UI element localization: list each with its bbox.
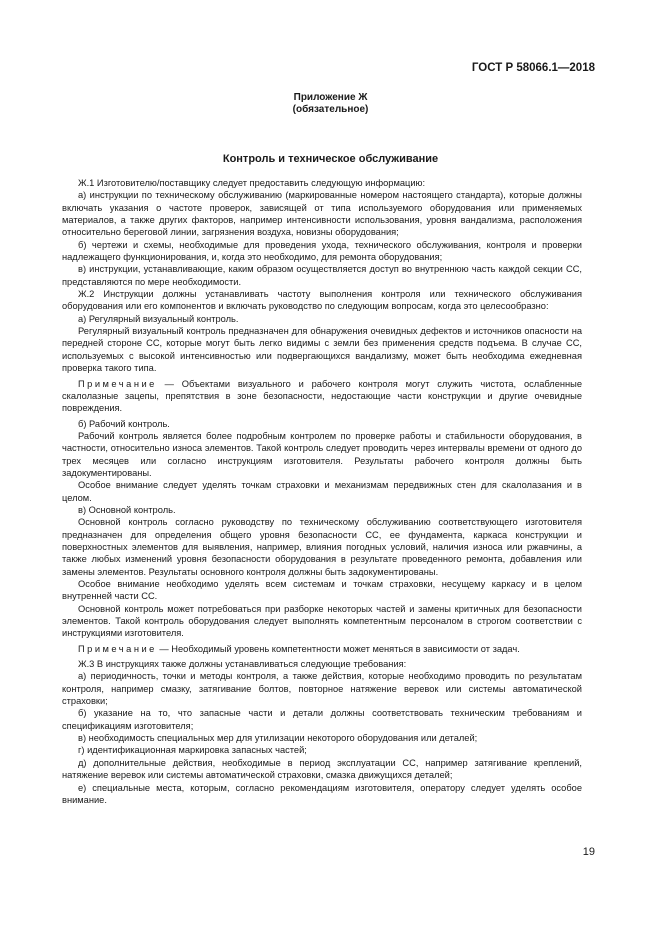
paragraph: Ж.2 Инструкции должны устанавливать частоту выполнения контроля или технического обслуживания оборудования или его компонентов и включать руководство по следующим вопросам, когда это целесообразно:: [62, 289, 582, 312]
note-label: Примечание: [78, 378, 157, 389]
annex-heading: [0, 92, 661, 116]
section-title: Контроль и техническое обслуживание: [222, 153, 439, 165]
paragraph: а) инструкции по техническому обслуживанию (маркированные номером настоящего стандарта), которые должны включать указания о частоте проверок, зависящей от типа используемого оборудования или применяемых материалов, а также других факторов, например интенсивности использования, уровня вандализма, расположения относительно береговой линии, загрязнения воздуха, новизны оборудования;: [62, 190, 582, 238]
paragraph: в) необходимость специальных мер для утилизации некоторого оборудования или деталей;: [78, 733, 478, 744]
note-text: — Объектами визуального и рабочего контроля могут служить чистота, ослабленные скалолазные зацепы, препятствия в зоне безопасности, недостающие части конструкции и другие очевидные повреждения.: [62, 378, 582, 414]
paragraph: Рабочий контроль является более подробным контролем по проверке работы и стабильности оборудования, в частности, относительно износа элементов. Такой контроль следует проводить через интервалы времени от одного до трех месяцев или согласно инструкциям изготовителя. Результаты рабочего контроля должны быть задокументированы.: [62, 430, 582, 478]
note-paragraph: [62, 378, 582, 415]
paragraph: б) указание на то, что запасные части и детали должны соответствовать техническим требованиям и спецификациям изготовителя;: [62, 708, 582, 731]
paragraph: а) периодичность, точки и методы контроля, а также действия, которые необходимо проводить по результатам контроля, например смазку, затягивание болтов, повторное натяжение веревок или системы автоматической страховки;: [62, 671, 582, 707]
note-label: Примечание: [78, 643, 157, 654]
document-body: [62, 177, 582, 806]
annex-status: (обязательное): [292, 104, 369, 115]
paragraph: б) Рабочий контроль.: [78, 418, 170, 429]
note-text: — Необходимый уровень компетентности может меняться в зависимости от задач.: [156, 643, 520, 654]
paragraph: Основной контроль согласно руководству по техническому обслуживанию соответствующего изготовителя предназначен для определения общего уровня безопасности СС, ее фундамента, каркаса конструкции и поверхностных элементов для выявления, например, влияния погодных условий, наличия износа или ржавчины, а также любых изменений уровня безопасности оборудования в результате проведенного ремонта, добавления или замены элементов. Результаты основного контроля должны быть задокументированы.: [62, 517, 582, 577]
paragraph: а) Регулярный визуальный контроль.: [78, 313, 239, 324]
paragraph: б) чертежи и схемы, необходимые для проведения ухода, технического обслуживания, контроля и проверки надлежащего функционирования, и, когда это необходимо, для ремонта оборудования;: [62, 239, 582, 263]
annex-title: Приложение Ж: [293, 92, 368, 103]
paragraph: в) инструкции, устанавливающие, каким образом осуществляется доступ во внутреннюю часть каждой секции СС, представляются по мере необходимости.: [62, 264, 582, 287]
note-paragraph: [62, 643, 582, 655]
paragraph: Регулярный визуальный контроль предназначен для обнаружения очевидных дефектов и источников опасности на передней стороне СС, которые могут быть легко видимы с земли без применения средств подъема. В случае СС, используемых с высокой интенсивностью или подвергающихся вандализму, может быть необходима ежедневная проверка такого типа.: [62, 326, 582, 374]
paragraph: г) идентификационная маркировка запасных частей;: [78, 745, 307, 756]
paragraph: Ж.3 В инструкциях также должны устанавливаться следующие требования:: [78, 659, 407, 670]
standard-designation: ГОСТ Р 58066.1—2018: [471, 62, 595, 74]
paragraph: Особое внимание необходимо уделять всем системам и точкам страховки, несущему каркасу и в целом внутренней части СС.: [62, 579, 582, 602]
page-number: 19: [582, 846, 595, 858]
paragraph: Основной контроль может потребоваться при разборке некоторых частей и замены критичных для безопасности элементов. Такой контроль оборудования следует выполнять компетентным персоналом в строгом соответствии с инструкциями изготовителя.: [62, 603, 582, 639]
paragraph: д) дополнительные действия, необходимые в период эксплуатации СС, например затягивание креплений, натяжение веревок или системы автоматической страховки, смазка движущихся деталей;: [62, 757, 582, 781]
paragraph: в) Основной контроль.: [78, 504, 176, 515]
paragraph: е) специальные места, которым, согласно рекомендациям изготовителя, оператору следует уделять особое внимание.: [62, 782, 582, 805]
paragraph: Особое внимание следует уделять точкам страховки и механизмам передвижных стен для скалолазания и в целом.: [62, 480, 582, 503]
paragraph: Ж.1 Изготовителю/поставщику следует предоставить следующую информацию:: [78, 178, 426, 188]
